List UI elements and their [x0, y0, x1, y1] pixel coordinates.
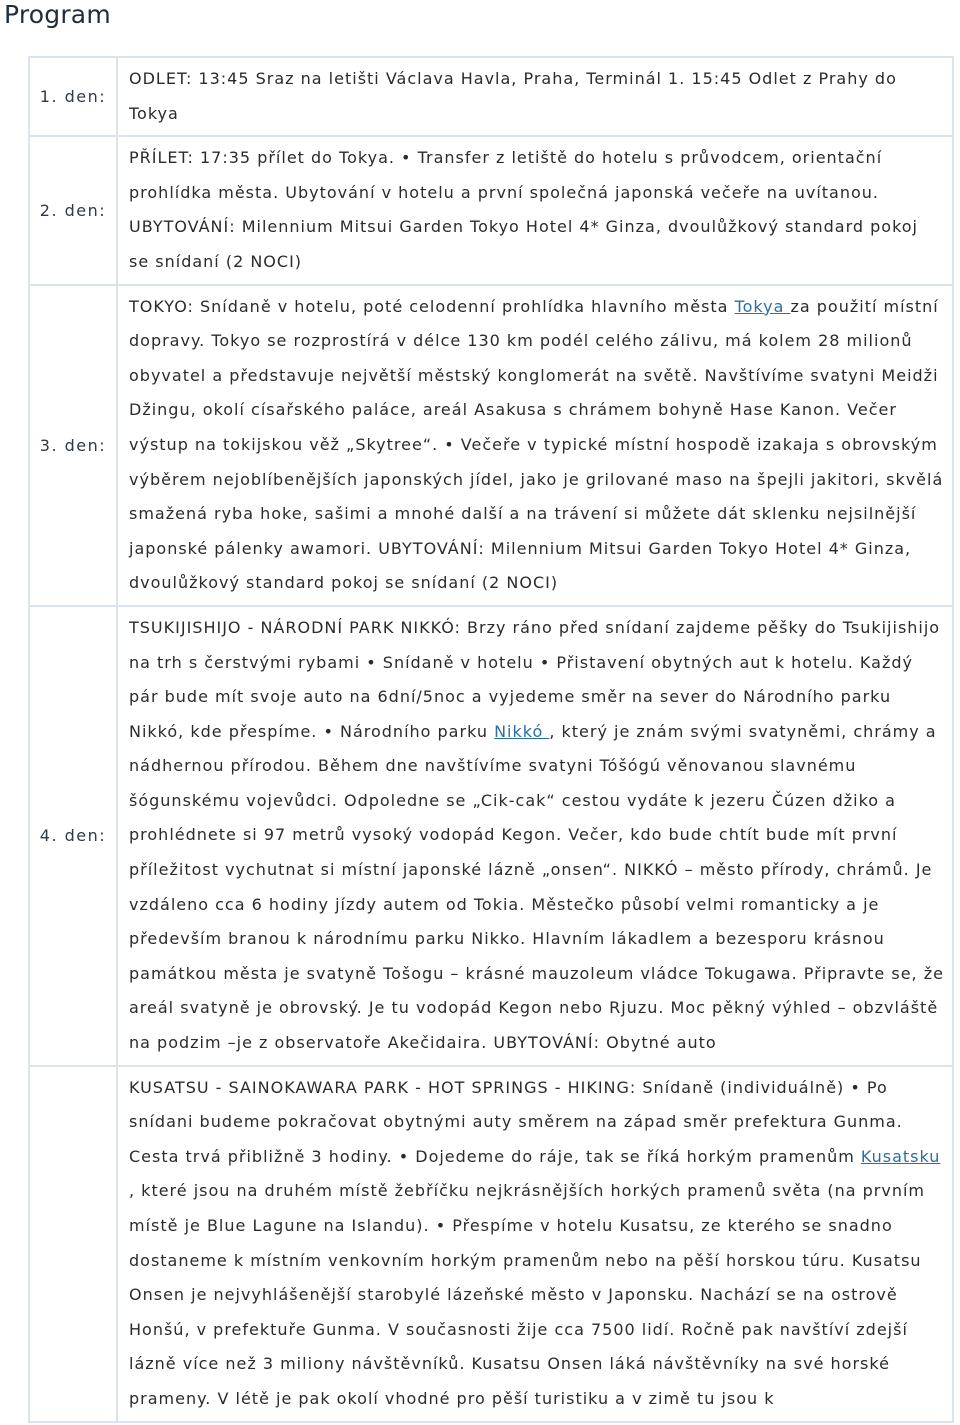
day-description [116, 56, 954, 137]
day-label: 1. den: [28, 56, 116, 137]
day-description [116, 286, 954, 607]
description-text: ODLET: 13:45 Sraz na letišti Václava Havla, Praha, Terminál 1. 15:45 Odlet z Prahy do Tokya [129, 69, 897, 123]
day-row [28, 607, 954, 1067]
nikko-link[interactable]: Nikkó [494, 721, 550, 741]
description-text: TOKYO: Snídaně v hotelu, poté celodenní prohlídka hlavního města [129, 296, 735, 316]
description-text: za použití místní dopravy. Tokyo se rozprostírá v délce 130 km podél celého zálivu, má kolem 28 milionů obyvatel a představuje největší městský konglomerát na světě. Navštívíme svatyni Meidži Džingu, okolí císařského paláce, areál Asakusa s chrámem bohyně Hase Kanon. Večer výstup na tokijskou věž „Skytree“. • Večeře v typické místní hospodě izakaja s obrovským výběrem nejoblíbenějších japonských jídel, jako je grilované maso na špejli jakitori, skvělá smažená ryba hoke, sašimi a mnohé další a na trávení si můžete dát sklenku nejsilnější japonské pálenky awamori. UBYTOVÁNÍ: Milennium Mitsui Garden Tokyo Hotel 4* Ginza, dvoulůžkový standard pokoj se snídaní (2 NOCI) [129, 296, 944, 593]
description-text: , který je znám svými svatyněmi, chrámy a nádhernou přírodou. Během dne navštívíme svatyni Tóšógú věnovanou slavnému šógunskému vojevůdci. Odpoledne se „Cik-cak“ cestou vydáte k jezeru Čúzen džiko a prohlédnete si 97 metrů vysoký vodopád Kegon. Večer, kdo bude chtít bude mít první příležitost vychutnat si místní japonské lázně „onsen“. NIKKÓ – město přírody, chrámů. Je vzdáleno cca 6 hodiny jízdy autem od Tokia. Městečko působí velmi romanticky a je především branou k národnímu parku Nikko. Hlavním lákadlem a bezesporu krásnou památkou města je svatyně Tošogu – krásné mauzoleum vládce Tokugawa. Připravte se, že areál svatyně je obrovský. Je tu vodopád Kegon nebo Rjuzu. Moc pěkný výhled – obzvláště na podzim –je z observatoře Akečidaira. UBYTOVÁNÍ: Obytné auto [129, 721, 944, 1053]
day-description [116, 137, 954, 285]
day-description [116, 1067, 954, 1423]
description-text: PŘÍLET: 17:35 přílet do Tokya. • Transfer z letiště do hotelu s průvodcem, orientační prohlídka města. Ubytování v hotelu a první společná japonská večeře na uvítanou. UBYTOVÁNÍ: Milennium Mitsui Garden Tokyo Hotel 4* Ginza, dvoulůžkový standard pokoj se snídaní (2 NOCI) [129, 148, 918, 271]
kusatsu-link[interactable]: Kusatsku [860, 1146, 941, 1166]
day-row [28, 137, 954, 285]
page-title: Program [4, 0, 111, 29]
day-label: 3. den: [28, 286, 116, 607]
program-body [28, 56, 954, 1423]
day-row [28, 1067, 954, 1423]
description-text: , které jsou na druhém místě žebříčku nejkrásnějších horkých pramenů světa (na prvním místě je Blue Lagune na Islandu). • Přespíme v hotelu Kusatsu, ze kterého se snadno dostaneme k místním venkovním horkým pramenům nebo na pěší horskou túru. Kusatsu Onsen je nejvyhlášenější starobylé lázeňské město v Japonsku. Nachází se na ostrově Honšú, v prefektuře Gunma. V současnosti žije cca 7500 lidí. Ročně pak navštíví zdejší lázně více než 3 miliony návštěvníků. Kusatsu Onsen láká návštěvníky na své horské prameny. V létě je pak okolí vhodné pro pěší turistiku a v zimě tu jsou k [129, 1181, 925, 1408]
day-row [28, 286, 954, 607]
day-label [28, 1067, 116, 1423]
tokyo-link[interactable]: Tokya [734, 296, 791, 316]
program-table [28, 56, 954, 1423]
day-label: 2. den: [28, 137, 116, 285]
day-label: 4. den: [28, 607, 116, 1067]
day-row [28, 56, 954, 137]
description-text: KUSATSU - SAINOKAWARA PARK - HOT SPRINGS - HIKING: Snídaně (individuálně) • Po snídani budeme pokračovat obytnými auty směrem na západ směr prefektura Gunma. Cesta trvá přibližně 3 hodiny. • Dojedeme do ráje, tak se říká horkým pramenům [129, 1077, 903, 1166]
description-text: TSUKIJISHIJO - NÁRODNÍ PARK NIKKÓ: Brzy ráno před snídaní zajdeme pěšky do Tsukijishijo na trh s čerstvými rybami • Snídaně v hotelu • Přistavení obytných aut k hotelu. Každý pár bude mít svoje auto na 6dní/5noc a vyjedeme směr na sever do Národního parku Nikkó, kde přespíme. • Národního parku [129, 617, 941, 741]
day-description [116, 607, 954, 1067]
